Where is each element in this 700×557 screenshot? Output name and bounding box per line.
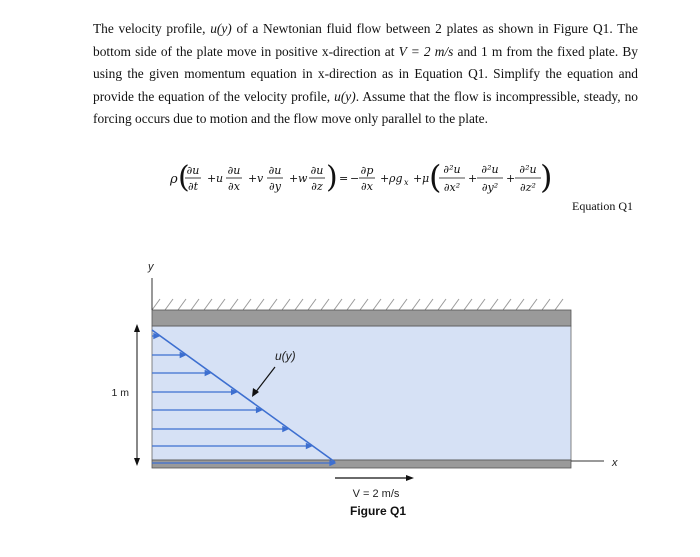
eq-du-1: ∂u bbox=[186, 164, 200, 177]
eq-dt: ∂t bbox=[187, 180, 199, 193]
profile-label: u(y) bbox=[275, 349, 296, 363]
fluid-region bbox=[152, 326, 571, 460]
eq-plus: + bbox=[506, 172, 516, 185]
x-axis-label: x bbox=[612, 457, 618, 469]
eq-paren: ( bbox=[429, 158, 442, 196]
eq-rho: ρ bbox=[170, 172, 178, 187]
velocity-profile-symbol: u(y) bbox=[334, 88, 356, 104]
eq-plus: + bbox=[468, 172, 478, 185]
plate-velocity-label: V = 2 m/s bbox=[352, 488, 400, 500]
eq-paren: ( bbox=[178, 160, 190, 195]
eq-paren: ) bbox=[326, 160, 338, 195]
eq-d2u-1: ∂²u bbox=[443, 163, 461, 176]
eq-du-4: ∂u bbox=[310, 164, 324, 177]
eq-plus: + bbox=[207, 172, 217, 185]
wall-hatching bbox=[152, 299, 563, 310]
problem-text-2: of a Newtonian fluid flow between 2 plates as shown in Figure Q1. The bottom side of the plate move in positive x-direction at bbox=[93, 21, 638, 59]
eq-dy2: ∂y² bbox=[481, 181, 499, 194]
fixed-top-plate bbox=[152, 310, 571, 326]
eq-dz2: ∂z² bbox=[520, 181, 536, 194]
eq-rho-g: ρg bbox=[389, 172, 403, 185]
eq-mu: μ bbox=[422, 172, 430, 185]
problem-text-1: The velocity profile, bbox=[93, 21, 211, 36]
eq-w: w bbox=[298, 172, 308, 185]
equation-label: Equation Q1 bbox=[572, 199, 633, 213]
eq-plus: + bbox=[248, 172, 258, 185]
gap-arrow-bottom bbox=[134, 458, 140, 466]
eq-plus: + bbox=[289, 172, 299, 185]
eq-dx-p: ∂x bbox=[361, 180, 373, 193]
eq-u: u bbox=[216, 172, 224, 185]
eq-dy: ∂y bbox=[269, 180, 281, 193]
velocity-profile-symbol: u(y) bbox=[210, 21, 232, 36]
plate-velocity-arrow-head bbox=[406, 475, 414, 481]
eq-d2u-3: ∂²u bbox=[519, 163, 537, 176]
problem-text-4: . Assume that the flow is incompressible, steady, no forcing occurs due to motion and the flow move only parallel to the plate. bbox=[93, 88, 638, 126]
eq-dx2: ∂x² bbox=[443, 181, 461, 194]
eq-dz: ∂z bbox=[311, 180, 323, 193]
eq-paren: ) bbox=[540, 158, 553, 196]
problem-text-3: and 1 m from the fixed plate. By using the given momentum equation in x-direction as in Equation Q1. Simplify the equation and provide the equation of the velocity profile, bbox=[93, 43, 638, 104]
eq-du-3: ∂u bbox=[268, 164, 282, 177]
eq-plus: + bbox=[413, 172, 423, 185]
eq-d2u-2: ∂²u bbox=[481, 163, 499, 176]
figure-caption: Figure Q1 bbox=[349, 504, 407, 518]
eq-minus: − bbox=[350, 172, 360, 185]
eq-equals: = bbox=[339, 172, 349, 185]
gap-arrow-top bbox=[134, 324, 140, 332]
eq-dp: ∂p bbox=[360, 164, 374, 177]
eq-x-sub: x bbox=[404, 178, 409, 187]
gap-label: 1 m bbox=[111, 387, 129, 399]
eq-plus: + bbox=[380, 172, 390, 185]
eq-v: v bbox=[257, 172, 264, 185]
y-axis-label: y bbox=[148, 261, 154, 273]
eq-dx: ∂x bbox=[228, 180, 240, 193]
plate-velocity: V = 2 m/s bbox=[398, 43, 454, 59]
moving-bottom-plate bbox=[152, 460, 571, 468]
eq-du-2: ∂u bbox=[227, 164, 241, 177]
